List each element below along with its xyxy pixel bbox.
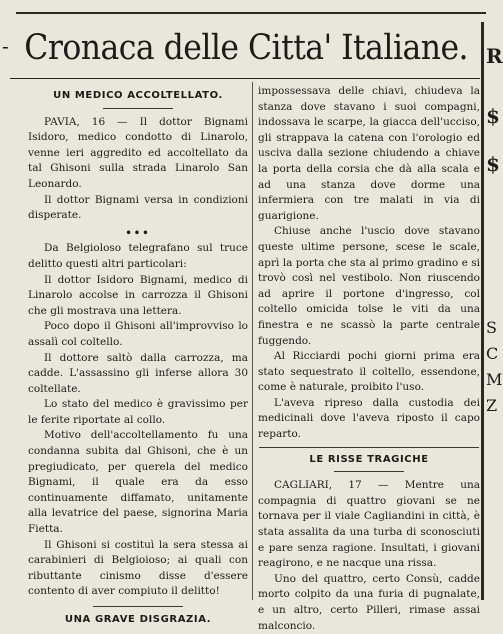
left-column: [28, 84, 248, 631]
article-heading: UNA GRAVE DISGRAZIA.: [64, 614, 212, 625]
article-rule: [93, 606, 183, 607]
edge-glyph: Z: [486, 396, 498, 415]
right-column: [258, 84, 480, 634]
top-rule: [16, 12, 486, 14]
article-heading: LE RISSE TRAGICHE: [309, 453, 429, 465]
paragraph: Chiuse anche l'uscio dove stavano queste ultime persone, scese le scale, aprì la porta che sta al primo gradino e si trovò così nel vestibolo. Non riuscendo ad aprire il portone d'ingresso, col coltello omicida tolse le viti da una finestra e ne scassò la parte centrale fuggendo.: [258, 225, 480, 347]
paragraph: Motivo dell'accoltellamento fu una condanna subita dal Ghisoni, che è un pregiudicato, per querela del medico Bignami, il quale era da esso continuamente diffamato, unitamente alla levatrice del paese, signorina Maria Fietta.: [28, 429, 248, 536]
section-masthead: Cronaca delle Citta' Italiane.: [24, 28, 469, 68]
paragraph: impossessava delle chiavi, chiudeva la stanza dove stavano i suoi compagni, indossava le scarpe, la giacca dell'ucciso, gli strappava la catena con l'orologio ed usciva dalla sezione chiudendo a chiave la porta della corsia che dà alla scala e ad una stanza dove dorme una infermiera con tre malati in via di guarigione.: [258, 85, 480, 222]
edge-glyph: $: [486, 152, 500, 176]
article-rule: [259, 447, 479, 448]
paragraph: Il dottor Isidoro Bignami, medico di Linarolo accolse in carrozza il Ghisoni che gli mostrava una lettera.: [28, 273, 248, 317]
edge-glyph: C: [486, 344, 499, 363]
paragraph: Uno del quattro, certo Consù, cadde morto colpito da una furia di pugnalate, e un altro, certo Pilleri, rimase assai malconcio.: [258, 572, 480, 632]
paragraph: Il dottore saltò dalla carrozza, ma cadde. L'assassino gli inferse allora 30 coltellate.: [28, 351, 248, 395]
edge-glyph: R: [486, 44, 503, 68]
paragraph: Lo stato del medico è gravissimo per le ferite riportate al collo.: [28, 398, 248, 426]
paragraph: Al Ricciardi pochi giorni prima era stato sequestrato il coltello, essendone, come è naturale, proibito l'uso.: [258, 350, 480, 394]
edge-glyph: $: [486, 104, 500, 128]
section-stars: •••: [125, 227, 151, 239]
heading-rule: [103, 108, 173, 109]
article-heading: UN MEDICO ACCOLTELLATO.: [53, 90, 223, 101]
paragraph: Da Belgioloso telegrafano sul truce delitto questi altri particolari:: [28, 242, 248, 270]
paragraph: Il Ghisoni si costituì la sera stessa ai carabinieri di Belgioioso; ai quali con ributtante cinismo disse d'essere contento di aver compiuto il delitto!: [28, 538, 248, 598]
masthead-rule: [10, 78, 480, 79]
right-column-rule: [481, 22, 484, 600]
edge-glyph: M: [486, 370, 503, 389]
paragraph: PAVIA, 16 — Il dottor Bignami Isidoro, medico condotto di Linarolo, venne ieri aggredito ed accoltellato da tal Ghisoni sulla strada Linarolo San Leonardo.: [28, 115, 248, 190]
column-divider: [252, 82, 253, 600]
edge-glyph: S: [486, 318, 497, 337]
lead-mark: -: [2, 34, 9, 58]
heading-rule: [334, 471, 404, 472]
paragraph: Poco dopo il Ghisoni all'improvviso lo assalì col coltello.: [28, 320, 248, 348]
paragraph: CAGLIARI, 17 — Mentre una compagnia di quattro giovani se ne tornava per il viale Cagliandini in città, è stata assalita da una turba di sconosciuti e pare senza ragione. Insultati, i giovani reagirono, e ne nacque una rissa.: [258, 479, 480, 570]
paragraph: L'aveva ripreso dalla custodia dei medicinali dove l'aveva riposto il capo reparto.: [258, 396, 480, 441]
paragraph: Il dottor Bignami versa in condizioni disperate.: [28, 193, 248, 222]
